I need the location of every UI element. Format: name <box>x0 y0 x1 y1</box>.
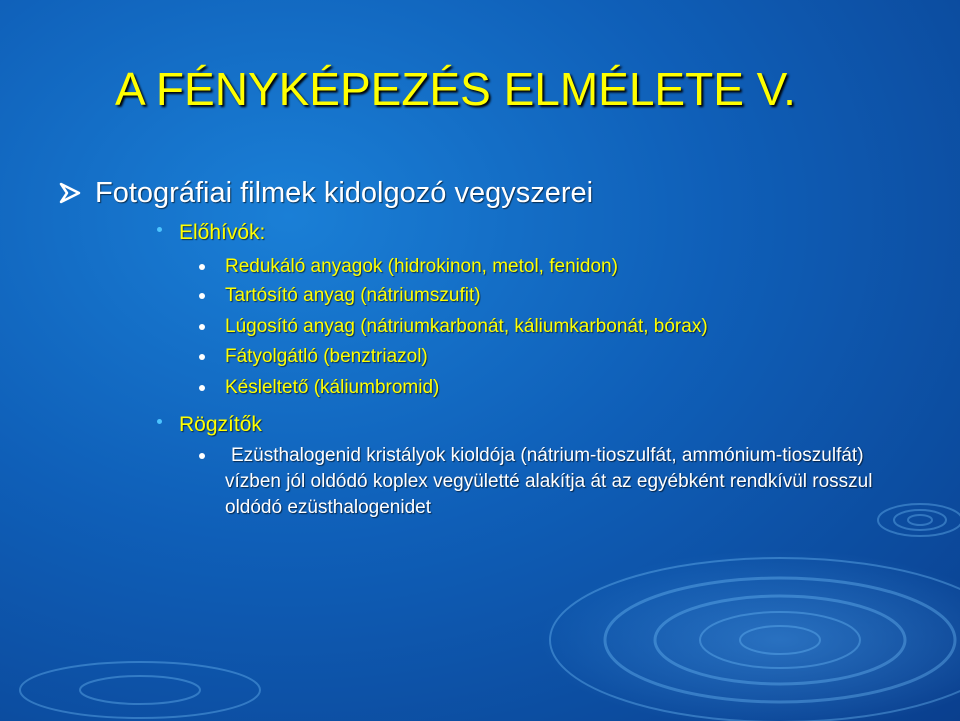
arrow-bullet-icon <box>58 180 82 213</box>
slide-title: A FÉNYKÉPEZÉS ELMÉLETE V. <box>115 63 796 115</box>
bullet-icon <box>199 453 205 459</box>
bullet-icon <box>157 419 162 424</box>
list-item-paragraph <box>199 443 899 521</box>
bullet-icon <box>199 324 205 330</box>
list-item-text: Fátyolgátló (benztriazol) <box>225 346 428 367</box>
list-item-text: Tartósító anyag (nátriumszufit) <box>225 285 481 306</box>
group-label-text: Előhívók: <box>179 221 266 244</box>
list-item-text: Lúgosító anyag (nátriumkarbonát, káliumkarbonát, bórax) <box>225 316 708 337</box>
bullet-icon <box>157 227 162 232</box>
group-label-text: Rögzítők <box>179 413 262 436</box>
section-heading-text: Fotográfiai filmek kidolgozó vegyszerei <box>95 177 594 209</box>
bullet-icon <box>199 264 205 270</box>
list-item-text: Ezüsthalogenid kristályok kioldója (nátrium-tioszulfát, ammónium-tioszulfát) vízben jól oldódó koplex vegyületté alakítja át az egyébként rendkívül rosszul oldódó ezüsthalogenidet <box>225 445 873 518</box>
bullet-icon <box>199 293 205 299</box>
list-item-text: Redukáló anyagok (hidrokinon, metol, fenidon) <box>225 256 618 277</box>
list-item-text: Késleltető (káliumbromid) <box>225 377 440 398</box>
bullet-icon <box>199 385 205 391</box>
bullet-icon <box>199 354 205 360</box>
